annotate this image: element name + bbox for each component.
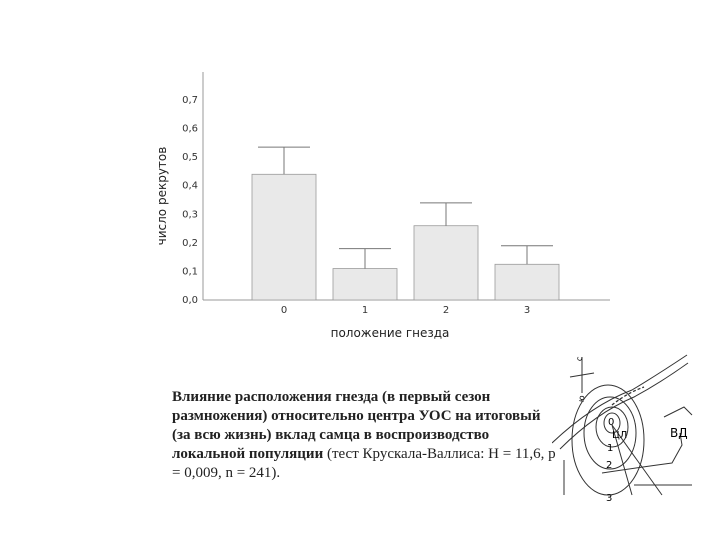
compass-north-label: с: [574, 355, 585, 362]
y-tick-labels: [182, 95, 198, 306]
nest-position-map: [552, 345, 702, 505]
bar: [333, 269, 397, 300]
bar: [495, 264, 559, 300]
bar: [414, 226, 478, 300]
y-tick-label: 0,3: [182, 209, 198, 221]
compass-south-label: ю: [576, 394, 587, 403]
zone-0-label: 0: [608, 417, 615, 428]
caption-bold: Влияние расположения гнезда (в первый сезон размножения) относительно центра УОС на итоговый (за всю жизнь) вклад самца в воспроизводство локальной популяции: [172, 389, 541, 462]
x-tick-label: 1: [361, 305, 369, 316]
y-axis-title: число рекрутов: [155, 146, 169, 246]
bars: [252, 174, 559, 300]
center-label: ЦЛ: [612, 430, 628, 441]
x-axis-title: положение гнезда: [330, 326, 450, 340]
y-tick-label: 0,7: [182, 95, 198, 106]
figure-caption: [172, 388, 562, 483]
x-tick-label: 0: [280, 305, 288, 316]
trails: [564, 407, 692, 495]
bar: [252, 174, 316, 300]
caption-stats: (тест Крускала-Валлиса: H = 11,6, p = 0,009, n = 241).: [172, 446, 556, 481]
y-tick-label: 0,5: [182, 152, 198, 164]
x-tick-labels: [281, 305, 530, 316]
y-tick-label: 0,1: [182, 266, 198, 278]
zone-1-label: 1: [607, 443, 614, 454]
x-tick-label: 2: [442, 305, 450, 316]
x-tick-label: 3: [523, 305, 531, 316]
compass: [570, 356, 594, 403]
y-tick-label: 0,6: [182, 123, 198, 135]
y-tick-label: 0,4: [182, 180, 198, 192]
y-tick-label: 0,0: [182, 295, 198, 306]
zone-2-label: 2: [606, 460, 613, 471]
zone-3-label: 3: [606, 493, 613, 504]
vd-label: ВД: [670, 426, 688, 440]
y-tick-label: 0,2: [182, 237, 198, 249]
